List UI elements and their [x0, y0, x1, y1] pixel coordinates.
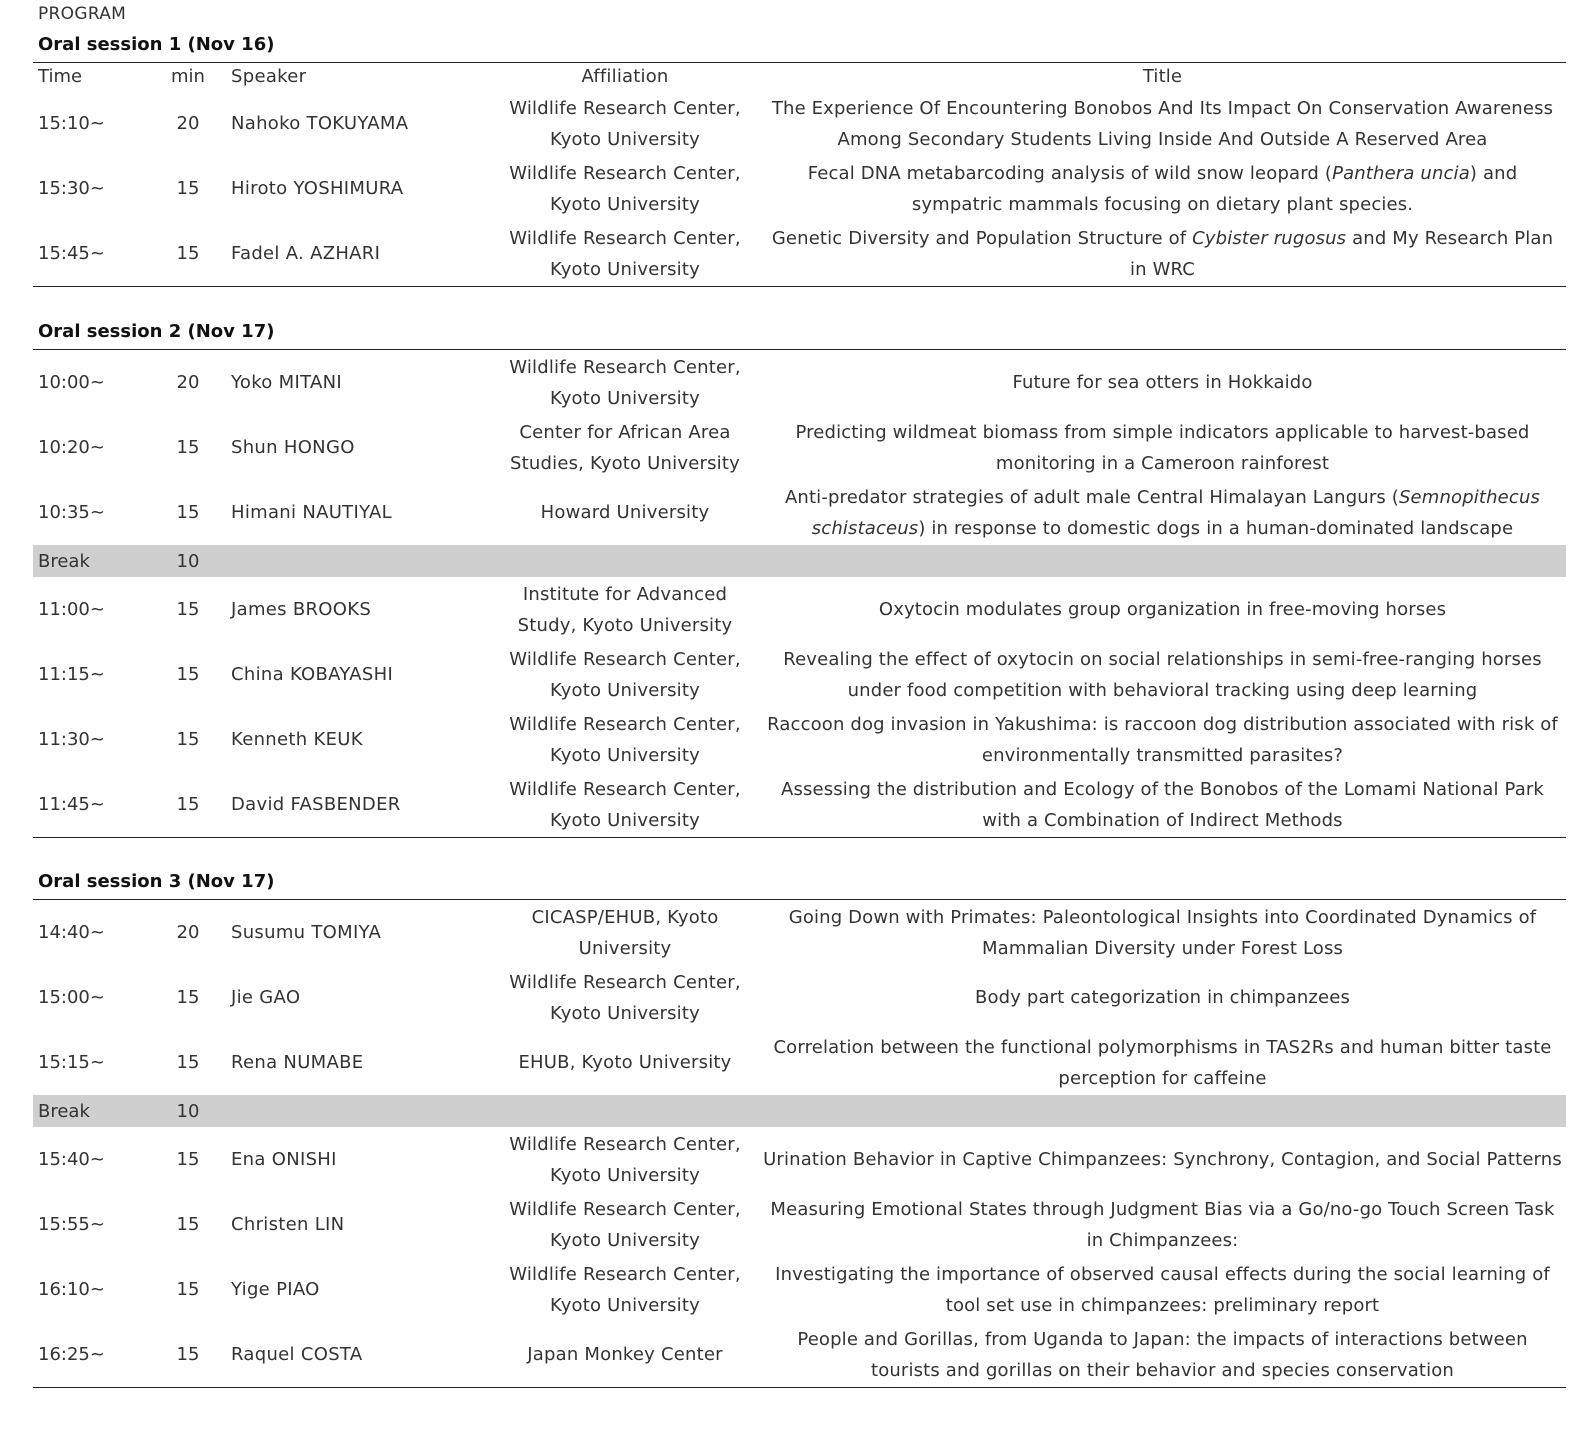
- time-cell: 15:55~: [38, 1214, 105, 1235]
- title-text: Oxytocin modulates group organization in free-moving horses: [878, 599, 1447, 620]
- break-label: Break: [33, 545, 157, 577]
- program-heading: PROGRAM: [38, 4, 127, 24]
- affiliation-cell: Wildlife Research Center, Kyoto University: [509, 1198, 741, 1251]
- minutes-cell: 15: [176, 1052, 200, 1073]
- column-header-title: Title: [1142, 66, 1183, 87]
- title-text: Urination Behavior in Captive Chimpanzees: Synchrony, Contagion, and Social Patterns: [763, 1149, 1562, 1170]
- speaker-cell: Ena ONISHI: [231, 1149, 337, 1170]
- title-cell: [759, 415, 1566, 480]
- time-cell: 15:10~: [38, 113, 105, 134]
- time-cell: 11:45~: [38, 794, 105, 815]
- time-cell: 15:40~: [38, 1149, 105, 1170]
- title-text: People and Gorillas, from Uganda to Japan: the impacts of interactions between tourists and gorillas on their behavior and species conservation: [797, 1328, 1528, 1381]
- title-cell: [759, 350, 1566, 415]
- affiliation-cell: Wildlife Research Center, Kyoto University: [509, 971, 741, 1024]
- speaker-cell: Jie GAO: [231, 987, 301, 1008]
- title-text: Predicting wildmeat biomass from simple indicators applicable to harvest-based monitoring in a Cameroon rainforest: [795, 421, 1530, 474]
- session-2-table: [33, 349, 1566, 838]
- minutes-cell: 15: [176, 599, 200, 620]
- table-row: [33, 965, 1566, 1030]
- table-row: [33, 642, 1566, 707]
- title-text: Revealing the effect of oxytocin on social relationships in semi-free-ranging horses under food competition with behavioral tracking using deep learning: [783, 648, 1542, 701]
- time-cell: 14:40~: [38, 922, 105, 943]
- minutes-cell: 15: [176, 1149, 200, 1170]
- speaker-cell: Fadel A. AZHARI: [231, 243, 381, 264]
- column-header-affiliation: Affiliation: [581, 66, 669, 87]
- table-row: [33, 91, 1566, 156]
- break-label: Break: [33, 1095, 157, 1127]
- affiliation-cell: Wildlife Research Center, Kyoto University: [509, 778, 741, 831]
- speaker-cell: Kenneth KEUK: [231, 729, 363, 750]
- session-2-heading: Oral session 2 (Nov 17): [38, 321, 275, 342]
- table-row: [33, 707, 1566, 772]
- time-cell: 15:00~: [38, 987, 105, 1008]
- minutes-cell: 15: [176, 729, 200, 750]
- title-text: Measuring Emotional States through Judgment Bias via a Go/no-go Touch Screen Task in Chimpanzees:: [770, 1198, 1555, 1251]
- title-text: Fecal DNA metabarcoding analysis of wild snow leopard (: [807, 162, 1333, 184]
- title-text: ) and sympatric mammals focusing on dietary plant species.: [911, 162, 1518, 215]
- speaker-cell: David FASBENDER: [231, 794, 401, 815]
- title-cell: [759, 221, 1566, 286]
- affiliation-cell: Wildlife Research Center, Kyoto University: [509, 227, 741, 280]
- column-header-speaker: Speaker: [231, 66, 307, 87]
- title-cell: [759, 156, 1566, 221]
- speaker-cell: Susumu TOMIYA: [231, 922, 382, 943]
- speaker-cell: Yige PIAO: [231, 1279, 320, 1300]
- title-cell: [759, 480, 1566, 545]
- column-header-min: min: [171, 66, 205, 87]
- header-row: [33, 63, 1566, 91]
- title-cell: [759, 577, 1566, 642]
- time-cell: 15:30~: [38, 178, 105, 199]
- title-text: Going Down with Primates: Paleontological Insights into Coordinated Dynamics of Mammalian Diversity under Forest Loss: [788, 906, 1537, 959]
- title-cell: [759, 642, 1566, 707]
- time-cell: 15:15~: [38, 1052, 105, 1073]
- affiliation-cell: Howard University: [540, 502, 710, 523]
- title-text: Correlation between the functional polymorphisms in TAS2Rs and human bitter taste perception for caffeine: [773, 1036, 1552, 1089]
- minutes-cell: 15: [176, 1344, 200, 1365]
- title-text: and My Research Plan in WRC: [1129, 227, 1554, 280]
- table-row: [33, 350, 1566, 415]
- minutes-cell: 15: [176, 1279, 200, 1300]
- minutes-cell: 20: [176, 922, 200, 943]
- speaker-cell: Hiroto YOSHIMURA: [231, 178, 404, 199]
- minutes-cell: 15: [176, 794, 200, 815]
- speaker-cell: Himani NAUTIYAL: [231, 502, 392, 523]
- table-row: [33, 1192, 1566, 1257]
- table-row: [33, 1322, 1566, 1387]
- column-header-time: Time: [38, 66, 83, 87]
- session-3-heading: Oral session 3 (Nov 17): [38, 871, 275, 892]
- title-cell: [759, 900, 1566, 965]
- title-cell: [759, 772, 1566, 837]
- speaker-cell: Christen LIN: [231, 1214, 345, 1235]
- table-row: [33, 900, 1566, 965]
- minutes-cell: 15: [176, 987, 200, 1008]
- minutes-cell: 15: [176, 1214, 200, 1235]
- minutes-cell: 15: [176, 437, 200, 458]
- title-text: ) in response to domestic dogs in a human-dominated landscape: [918, 517, 1514, 539]
- table-row: [33, 480, 1566, 545]
- affiliation-cell: Institute for Advanced Study, Kyoto University: [517, 583, 733, 636]
- affiliation-cell: Wildlife Research Center, Kyoto University: [509, 356, 741, 409]
- time-cell: 16:10~: [38, 1279, 105, 1300]
- title-text: Anti-predator strategies of adult male Central Himalayan Langurs (: [784, 486, 1399, 508]
- title-cell: [759, 1192, 1566, 1257]
- speaker-cell: Yoko MITANI: [231, 372, 342, 393]
- affiliation-cell: Wildlife Research Center, Kyoto University: [509, 648, 741, 701]
- break-row: [33, 545, 1566, 577]
- minutes-cell: 20: [176, 113, 200, 134]
- table-row: [33, 1127, 1566, 1192]
- title-text: Body part categorization in chimpanzees: [974, 987, 1351, 1008]
- time-cell: 10:35~: [38, 502, 105, 523]
- title-cell: [759, 707, 1566, 772]
- affiliation-cell: CICASP/EHUB, Kyoto University: [531, 906, 719, 959]
- title-species-name: Panthera uncia: [1332, 162, 1470, 184]
- title-text: Investigating the importance of observed causal effects during the social learning of tool set use in chimpanzees: preliminary report: [775, 1263, 1550, 1316]
- break-filler: [219, 1095, 1566, 1127]
- affiliation-cell: Center for African Area Studies, Kyoto University: [510, 421, 740, 474]
- session-3-table: [33, 899, 1566, 1388]
- table-row: [33, 1257, 1566, 1322]
- time-cell: 11:00~: [38, 599, 105, 620]
- speaker-cell: Raquel COSTA: [231, 1344, 363, 1365]
- title-species-name: Semnopithecus schistaceus: [811, 486, 1541, 539]
- minutes-cell: 15: [176, 664, 200, 685]
- break-minutes: 10: [157, 1095, 219, 1127]
- affiliation-cell: Wildlife Research Center, Kyoto University: [509, 97, 741, 150]
- affiliation-cell: Wildlife Research Center, Kyoto University: [509, 162, 741, 215]
- table-row: [33, 221, 1566, 286]
- table-row: [33, 577, 1566, 642]
- title-cell: [759, 1257, 1566, 1322]
- title-text: The Experience Of Encountering Bonobos And Its Impact On Conservation Awareness Among Secondary Students Living Inside And Outside A Reserved Area: [771, 97, 1554, 150]
- title-cell: [759, 1322, 1566, 1387]
- title-cell: [759, 91, 1566, 156]
- speaker-cell: China KOBAYASHI: [231, 664, 394, 685]
- title-text: Future for sea otters in Hokkaido: [1012, 372, 1313, 393]
- affiliation-cell: Japan Monkey Center: [527, 1344, 723, 1365]
- title-cell: [759, 1030, 1566, 1095]
- session-1-table: [33, 62, 1566, 287]
- title-species-name: Cybister rugosus: [1192, 227, 1347, 249]
- break-minutes: 10: [157, 545, 219, 577]
- speaker-cell: James BROOKS: [231, 599, 372, 620]
- time-cell: 10:20~: [38, 437, 105, 458]
- title-text: Raccoon dog invasion in Yakushima: is raccoon dog distribution associated with risk of environmentally transmitted parasites?: [767, 713, 1558, 766]
- table-row: [33, 156, 1566, 221]
- speaker-cell: Shun HONGO: [231, 437, 355, 458]
- table-row: [33, 772, 1566, 837]
- minutes-cell: 15: [176, 178, 200, 199]
- time-cell: 16:25~: [38, 1344, 105, 1365]
- title-text: Genetic Diversity and Population Structure of: [771, 227, 1193, 249]
- affiliation-cell: Wildlife Research Center, Kyoto University: [509, 713, 741, 766]
- break-row: [33, 1095, 1566, 1127]
- title-cell: [759, 965, 1566, 1030]
- affiliation-cell: Wildlife Research Center, Kyoto University: [509, 1263, 741, 1316]
- title-text: Assessing the distribution and Ecology of the Bonobos of the Lomami National Park with a Combination of Indirect Methods: [780, 778, 1544, 831]
- speaker-cell: Rena NUMABE: [231, 1052, 364, 1073]
- break-filler: [219, 545, 1566, 577]
- table-row: [33, 1030, 1566, 1095]
- session-1-heading: Oral session 1 (Nov 16): [38, 34, 275, 55]
- speaker-cell: Nahoko TOKUYAMA: [231, 113, 409, 134]
- minutes-cell: 15: [176, 502, 200, 523]
- table-row: [33, 415, 1566, 480]
- time-cell: 11:30~: [38, 729, 105, 750]
- affiliation-cell: EHUB, Kyoto University: [518, 1052, 732, 1073]
- time-cell: 10:00~: [38, 372, 105, 393]
- title-cell: [759, 1127, 1566, 1192]
- affiliation-cell: Wildlife Research Center, Kyoto University: [509, 1133, 741, 1186]
- time-cell: 15:45~: [38, 243, 105, 264]
- minutes-cell: 20: [176, 372, 200, 393]
- minutes-cell: 15: [176, 243, 200, 264]
- time-cell: 11:15~: [38, 664, 105, 685]
